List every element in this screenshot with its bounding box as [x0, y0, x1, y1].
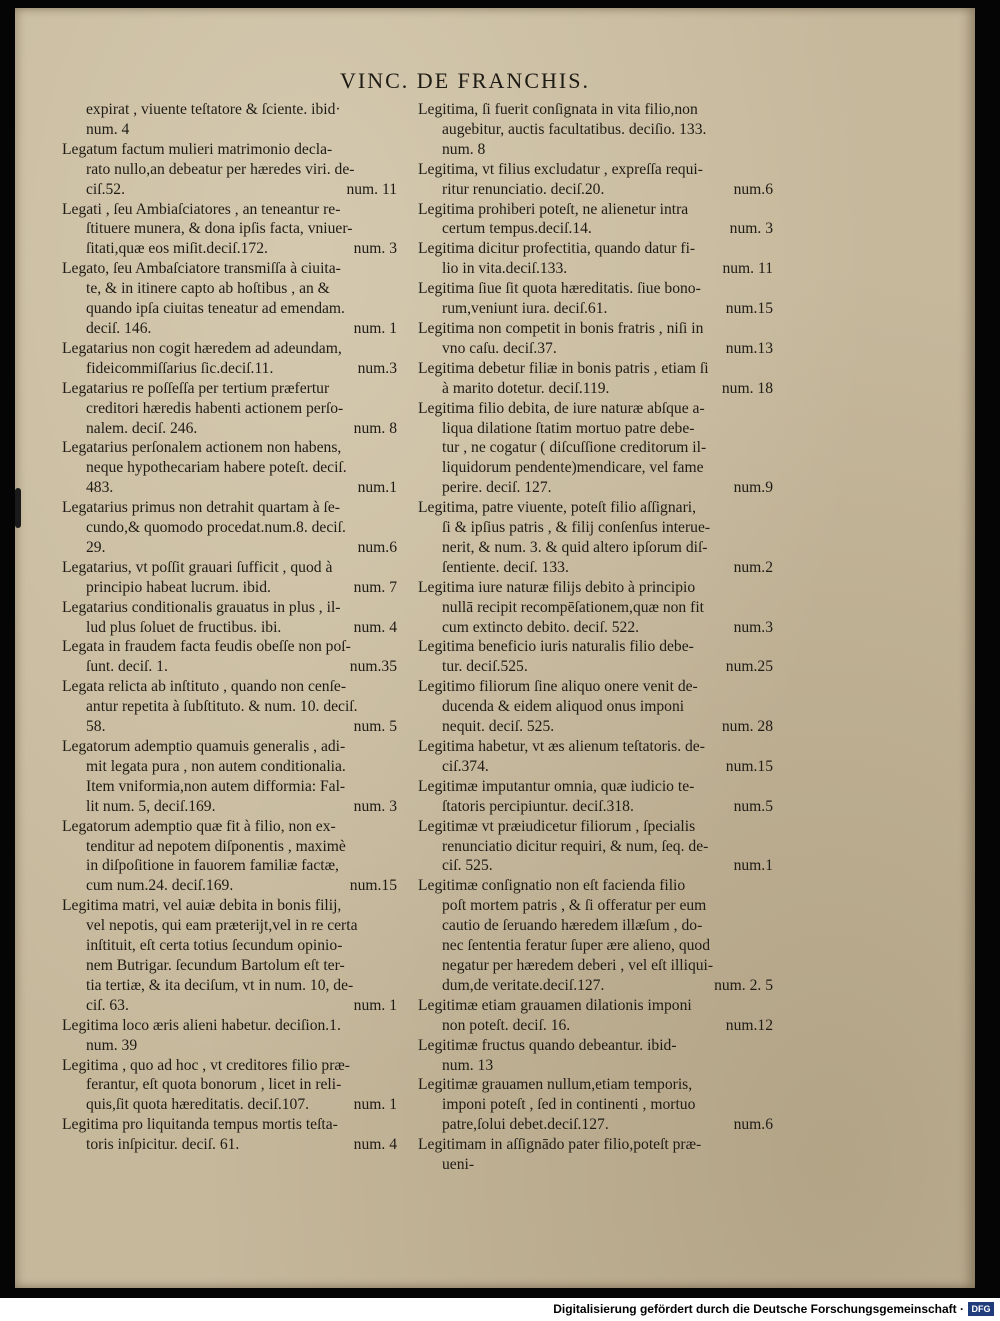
entry-line: [62, 737, 397, 757]
entry-reference-number: num.6: [733, 1116, 773, 1134]
index-entry: [62, 1056, 397, 1116]
index-entry: [62, 637, 397, 677]
entry-text: rato nullo,an debeatur per hæredes viri. de-: [86, 160, 355, 178]
entry-line: [418, 299, 773, 319]
entry-line: [418, 1016, 773, 1036]
entry-reference-number: num. 3: [353, 797, 397, 815]
entry-line: [62, 1036, 397, 1056]
entry-text: ciſ.52.: [86, 180, 125, 198]
entry-line: [418, 657, 773, 677]
entry-line: [62, 140, 397, 160]
entry-text: vno caſu. deciſ.37.: [442, 339, 557, 357]
entry-line: [418, 916, 773, 936]
index-entry: [62, 737, 397, 817]
entry-text: Legitima matri, vel auiæ debita in bonis filij,: [62, 897, 342, 915]
entry-text: Legitima , quo ad hoc , vt creditores filio præ-: [62, 1056, 350, 1074]
entry-line: [62, 239, 397, 259]
entry-reference-number: num.1: [357, 479, 397, 497]
entry-line: [62, 856, 397, 876]
entry-line: [418, 737, 773, 757]
index-entry: [62, 140, 397, 200]
entry-text: Legitimæ vt præiudicetur filiorum , ſpecialis: [418, 817, 696, 835]
entry-text: ciſ. 63.: [86, 996, 129, 1014]
entry-reference-number: num. 3: [729, 220, 773, 238]
entry-text: Legatarius non cogit hæredem ad adeundam,: [62, 339, 342, 357]
entry-text: num. 39: [86, 1036, 138, 1054]
entry-line: [62, 797, 397, 817]
index-entry: [62, 558, 397, 598]
index-entry: [62, 498, 397, 558]
entry-reference-number: num.35: [349, 658, 397, 676]
entry-text: Legitima, vt filius excludatur , expreſſa requi-: [418, 160, 703, 178]
entry-line: [62, 518, 397, 538]
entry-line: [62, 419, 397, 439]
index-entry: [418, 239, 773, 279]
entry-line: [418, 996, 773, 1016]
entry-text: creditori hæredis habenti actionem perſo-: [86, 399, 344, 417]
entry-text: Legatum factum mulieri matrimonio decla-: [62, 140, 333, 158]
entry-line: [418, 777, 773, 797]
entry-line: [418, 359, 773, 379]
entry-line: [418, 618, 773, 638]
entry-line: [62, 1135, 397, 1155]
entry-line: [418, 817, 773, 837]
entry-reference-number: num. 11: [346, 180, 397, 198]
index-entry: [418, 637, 773, 677]
entry-line: [62, 757, 397, 777]
entry-text: liquidorum pendente)mendicare, vel fame: [442, 459, 704, 477]
index-entry: [418, 160, 773, 200]
entry-line: [62, 1016, 397, 1036]
entry-line: [62, 458, 397, 478]
entry-text: lud plus ſoluet de fructibus. ibi.: [86, 618, 282, 636]
entry-line: [418, 518, 773, 538]
entry-line: [62, 578, 397, 598]
entry-text: Legitima filio debita, de iure naturæ abſque a-: [418, 399, 705, 417]
entry-reference-number: num.9: [733, 479, 773, 497]
entry-reference-number: num. 11: [722, 260, 773, 278]
entry-line: [62, 936, 397, 956]
entry-reference-number: num. 8: [353, 419, 397, 437]
entry-reference-number: num.5: [733, 797, 773, 815]
entry-text: Legitimo filiorum ſine aliquo onere venit de-: [418, 678, 698, 696]
entry-line: [418, 140, 773, 160]
entry-text: Legitimæ imputantur omnia, quæ iudicio te-: [418, 777, 695, 795]
entry-text: certum tempus.deciſ.14.: [442, 220, 592, 238]
entry-line: [418, 876, 773, 896]
entry-reference-number: num.6: [357, 538, 397, 556]
entry-text: cum extincto debito. deciſ. 522.: [442, 618, 640, 636]
entry-text: Legitima prohiberi poteſt, ne alienetur intra: [418, 200, 689, 218]
index-entry: [62, 817, 397, 897]
entry-text: Legatarius conditionalis grauatus in plus , il-: [62, 598, 341, 616]
entry-text: nequit. deciſ. 525.: [442, 718, 555, 736]
entry-line: [418, 717, 773, 737]
entry-line: [418, 1155, 773, 1175]
entry-text: nem Butrigar. ſecundum Bartolum eſt ter-: [86, 956, 345, 974]
index-entry: [418, 1036, 773, 1076]
index-entry: [418, 319, 773, 359]
entry-line: [418, 976, 773, 996]
entry-line: [62, 717, 397, 737]
entry-text: ſentiente. deciſ. 133.: [442, 558, 569, 576]
entry-reference-number: num. 18: [721, 379, 773, 397]
entry-text: 58.: [86, 718, 106, 736]
entry-text: Legati , ſeu Ambiaſciatores , an teneantur re-: [62, 200, 341, 218]
entry-line: [62, 697, 397, 717]
index-entry: [62, 438, 397, 498]
entry-line: [62, 498, 397, 518]
entry-text: augebitur, auctis facultatibus. deciſio. 133.: [442, 120, 707, 138]
entry-text: nullā recipit recompēſationem,quæ non fit: [442, 598, 704, 616]
entry-text: Legatarius, vt poſſit grauari ſufficit , quod à: [62, 558, 333, 576]
entry-text: patre,ſolui debet.deciſ.127.: [442, 1116, 609, 1134]
index-entry: [418, 677, 773, 737]
entry-text: Legitima beneficio iuris naturalis filio debe-: [418, 638, 694, 656]
entry-line: [62, 996, 397, 1016]
index-entry: [62, 339, 397, 379]
index-entry: [418, 876, 773, 995]
entry-text: non poteſt. deciſ. 16.: [442, 1016, 571, 1034]
entry-text: Legitimam in aſſignādo pater filio,poteſt præ-: [418, 1136, 702, 1154]
footer-bar: [0, 1298, 1000, 1321]
index-entry: [418, 200, 773, 240]
entry-line: [418, 478, 773, 498]
index-entry: [418, 498, 773, 578]
index-entry: [418, 737, 773, 777]
entry-line: [418, 896, 773, 916]
entry-reference-number: num. 3: [353, 240, 397, 258]
entry-text: tur. deciſ.525.: [442, 658, 528, 676]
index-entry: [62, 1115, 397, 1155]
entry-text: Legatarius re poſſeſſa per tertium præfertur: [62, 379, 330, 397]
entry-line: [62, 279, 397, 299]
entry-text: renunciatio dicitur requiri, & num, ſeq. de-: [442, 837, 709, 855]
entry-text: inſtituit, eſt certa totius ſecundum opinio-: [86, 937, 343, 955]
index-entry: [62, 1016, 397, 1056]
entry-line: [418, 239, 773, 259]
funding-credit: Digitalisierung gefördert durch die Deutsche Forschungsgemeinschaft ·: [553, 1302, 964, 1316]
entry-text: ducenda & eidem aliquod onus imponi: [442, 698, 685, 716]
entry-line: [418, 160, 773, 180]
entry-line: [418, 498, 773, 518]
entry-text: ſitati,quæ eos miſit.deciſ.172.: [86, 240, 268, 258]
entry-text: Legitimæ etiam grauamen dilationis imponi: [418, 996, 692, 1014]
entry-text: Legato, ſeu Ambaſciatore transmiſſa à ciuita-: [62, 260, 341, 278]
entry-line: [418, 259, 773, 279]
entry-reference-number: num.1: [733, 857, 773, 875]
entry-text: poſt mortem patris , & ſi offeratur per eum: [442, 897, 707, 915]
entry-line: [62, 876, 397, 896]
entry-line: [418, 797, 773, 817]
entry-text: neque hypothecariam habere poteſt. deciſ.: [86, 459, 347, 477]
entry-text: à marito dotetur. deciſ.119.: [442, 379, 610, 397]
entry-text: lit num. 5, deciſ.169.: [86, 797, 216, 815]
running-head: VINC. DE FRANCHIS.: [340, 68, 590, 93]
index-entry: [62, 379, 397, 439]
entry-text: ciſ.374.: [442, 757, 489, 775]
entry-line: [62, 896, 397, 916]
entry-line: [418, 279, 773, 299]
entry-text: tur , ne cogatur ( diſcuſſione creditorum il-: [442, 439, 707, 457]
entry-text: Legatorum ademptio quæ fit à filio, non ex-: [62, 817, 336, 835]
entry-text: Legata relicta ab inſtituto , quando non cenſe-: [62, 678, 347, 696]
entry-reference-number: num. 1: [353, 319, 397, 337]
entry-text: Legitima, ſi fuerit conſignata in vita filio,non: [418, 101, 698, 118]
entry-reference-number: num.15: [725, 300, 773, 318]
entry-text: toris inſpicitur. deciſ. 61.: [86, 1136, 240, 1154]
entry-line: [418, 1115, 773, 1135]
entry-text: tia tertiæ, & ita deciſum, vt in num. 10, de-: [86, 976, 354, 994]
entry-text: te, & in itinere capto ab hoſtibus , an &: [86, 280, 330, 298]
entry-text: perire. deciſ. 127.: [442, 479, 552, 497]
entry-text: nec ſententia feratur ſuper ære alieno, quod: [442, 937, 711, 955]
entry-text: fideicommiſſarius ſic.deciſ.11.: [86, 359, 274, 377]
entry-line: [418, 438, 773, 458]
entry-text: liqua dilatione ſtatim mortuo patre debe-: [442, 419, 695, 437]
entry-line: [418, 697, 773, 717]
entry-line: [418, 339, 773, 359]
entry-line: [62, 777, 397, 797]
entry-line: [62, 956, 397, 976]
entry-line: [62, 657, 397, 677]
entry-line: [418, 458, 773, 478]
entry-text: ſi & ipſius patris , & filij conſenſus interue-: [442, 519, 711, 537]
entry-text: Legitima debetur filiæ in bonis patris , etiam ſi: [418, 359, 709, 377]
entry-line: [62, 219, 397, 239]
entry-line: [62, 339, 397, 359]
index-column-right: [418, 100, 773, 1175]
index-entry: [418, 100, 773, 160]
entry-text: dum,de veritate.deciſ.127.: [442, 976, 605, 994]
entry-text: Legitima pro liquitanda tempus mortis teſta-: [62, 1116, 338, 1134]
index-entry: [418, 359, 773, 399]
entry-reference-number: num.12: [725, 1016, 773, 1034]
entry-reference-number: num. 4: [353, 1136, 397, 1154]
entry-text: Legitimæ conſignatio non eſt facienda filio: [418, 877, 686, 895]
entry-line: [418, 837, 773, 857]
entry-text: Legatarius perſonalem actionem non habens,: [62, 439, 342, 457]
entry-text: num. 13: [442, 1056, 494, 1074]
entry-text: ritur renunciatio. deciſ.20.: [442, 180, 605, 198]
entry-reference-number: num.15: [725, 757, 773, 775]
entry-reference-number: num. 4: [353, 618, 397, 636]
entry-line: [62, 558, 397, 578]
index-entry: [418, 996, 773, 1036]
entry-text: Legata in fraudem facta feudis obeſſe non poſ-: [62, 638, 351, 656]
index-column-left: [62, 100, 397, 1155]
index-entry: [418, 817, 773, 877]
entry-line: [62, 1075, 397, 1095]
entry-text: ſtituere munera, & dona ipſis facta, vniuer-: [86, 220, 353, 238]
entry-text: cum num.24. deciſ.169.: [86, 877, 234, 895]
entry-line: [418, 538, 773, 558]
entry-text: Legitima, patre viuente, poteſt filio aſſignari,: [418, 499, 696, 517]
entry-line: [418, 1056, 773, 1076]
index-entry: [418, 1135, 773, 1175]
entry-line: [418, 856, 773, 876]
entry-text: mit legata pura , non autem conditionalia.: [86, 757, 346, 775]
entry-line: [62, 180, 397, 200]
entry-reference-number: num. 2. 5: [714, 976, 773, 994]
index-entry: [62, 896, 397, 1015]
entry-text: expirat , viuente teſtatore & ſciente. ibid·: [86, 101, 341, 118]
index-entry: [62, 598, 397, 638]
index-entry: [418, 279, 773, 319]
entry-text: lio in vita.deciſ.133.: [442, 260, 568, 278]
entry-line: [418, 100, 773, 120]
entry-line: [418, 1036, 773, 1056]
entry-line: [62, 538, 397, 558]
entry-line: [62, 637, 397, 657]
entry-text: Legitimæ fructus quando debeantur. ibid-: [418, 1036, 677, 1054]
index-entry: [62, 677, 397, 737]
entry-line: [418, 399, 773, 419]
entry-line: [418, 936, 773, 956]
entry-line: [62, 598, 397, 618]
entry-line: [418, 956, 773, 976]
entry-line: [62, 618, 397, 638]
index-entry: [418, 777, 773, 817]
entry-line: [62, 677, 397, 697]
entry-line: [62, 100, 397, 120]
entry-line: [418, 180, 773, 200]
entry-reference-number: num.6: [733, 180, 773, 198]
entry-text: Item vniformia,non autem difformia: Fal-: [86, 777, 346, 795]
entry-reference-number: num. 1: [353, 996, 397, 1014]
entry-line: [62, 120, 397, 140]
entry-text: ueni-: [442, 1156, 475, 1174]
entry-line: [62, 916, 397, 936]
index-entry: [418, 1075, 773, 1135]
entry-text: in diſpoſitione in fauorem familiæ factæ,: [86, 857, 339, 875]
entry-text: Legatarius primus non detrahit quartam à ſe-: [62, 499, 340, 517]
entry-line: [62, 359, 397, 379]
entry-text: Legitima ſiue ſit quota hæreditatis. ſiue bono-: [418, 280, 701, 298]
entry-line: [418, 319, 773, 339]
entry-text: deciſ. 146.: [86, 319, 152, 337]
entry-text: quando ipſa ciuitas teneatur ad emendam.: [86, 300, 345, 318]
index-entry: [62, 259, 397, 339]
entry-text: ſunt. deciſ. 1.: [86, 658, 168, 676]
entry-reference-number: num.3: [357, 359, 397, 377]
entry-reference-number: num. 28: [721, 718, 773, 736]
entry-line: [62, 379, 397, 399]
entry-text: quis,ſit quota hæreditatis. deciſ.107.: [86, 1096, 310, 1114]
entry-line: [418, 578, 773, 598]
index-entry: [62, 200, 397, 260]
entry-text: principio habeat lucrum. ibid.: [86, 578, 271, 596]
entry-text: rum,veniunt iura. deciſ.61.: [442, 300, 608, 318]
entry-line: [418, 598, 773, 618]
entry-text: negatur per hæredem deberi , vel eſt illiqui-: [442, 956, 714, 974]
entry-line: [62, 817, 397, 837]
entry-line: [62, 478, 397, 498]
entry-reference-number: num.2: [733, 558, 773, 576]
entry-text: ciſ. 525.: [442, 857, 493, 875]
entry-text: Legitima habetur, vt æs alienum teſtatoris. de-: [418, 738, 705, 755]
entry-line: [418, 219, 773, 239]
entry-line: [418, 200, 773, 220]
entry-line: [418, 1135, 773, 1155]
entry-line: [62, 837, 397, 857]
entry-text: 483.: [86, 479, 114, 497]
entry-text: Legitima iure naturæ filijs debito à principio: [418, 578, 696, 596]
index-entry: [418, 578, 773, 638]
entry-text: nerit, & num. 3. & quid altero ipſorum diſ-: [442, 538, 708, 556]
entry-text: Legitima non competit in bonis fratris , niſi in: [418, 319, 704, 337]
entry-line: [418, 637, 773, 657]
entry-line: [418, 757, 773, 777]
entry-line: [418, 558, 773, 578]
entry-text: Legitimæ grauamen nullum,etiam temporis,: [418, 1076, 693, 1094]
entry-line: [418, 120, 773, 140]
entry-line: [418, 379, 773, 399]
entry-text: tenditur ad nepotem diſponentis , maximè: [86, 837, 346, 855]
entry-line: [62, 259, 397, 279]
entry-line: [418, 677, 773, 697]
entry-text: nalem. deciſ. 246.: [86, 419, 198, 437]
entry-line: [62, 1115, 397, 1135]
entry-reference-number: num. 5: [353, 718, 397, 736]
entry-reference-number: num.25: [725, 658, 773, 676]
entry-text: 29.: [86, 538, 106, 556]
index-entry: [418, 399, 773, 499]
entry-text: num. 8: [442, 140, 486, 158]
entry-reference-number: num.3: [733, 618, 773, 636]
entry-text: ſtatoris percipiuntur. deciſ.318.: [442, 797, 634, 815]
entry-line: [418, 419, 773, 439]
entry-line: [418, 1075, 773, 1095]
entry-line: [62, 399, 397, 419]
entry-line: [62, 438, 397, 458]
entry-line: [62, 319, 397, 339]
entry-text: ferantur, eſt quota bonorum , licet in reli-: [86, 1076, 342, 1094]
entry-line: [62, 1095, 397, 1115]
entry-text: imponi poteſt , ſed in continenti , mortuo: [442, 1096, 696, 1114]
entry-line: [62, 200, 397, 220]
entry-reference-number: num. 7: [353, 578, 397, 596]
entry-text: cautio de ſeruando hæredem illæſum , do-: [442, 917, 703, 935]
index-entry: [62, 100, 397, 140]
entry-reference-number: num.13: [725, 339, 773, 357]
binding-mark: [15, 488, 21, 528]
entry-reference-number: num.15: [349, 877, 397, 895]
entry-line: [62, 976, 397, 996]
entry-reference-number: num. 1: [353, 1096, 397, 1114]
entry-line: [418, 1095, 773, 1115]
dfg-logo-icon: DFG: [968, 1302, 994, 1316]
entry-text: antur repetita à ſubſtituto. & num. 10. deciſ.: [86, 698, 358, 716]
entry-text: num. 4: [86, 120, 130, 138]
entry-text: Legitima loco æris alieni habetur. deciſion.1.: [62, 1016, 341, 1034]
entry-text: cundo,& quomodo procedat.num.8. deciſ.: [86, 519, 346, 537]
entry-text: Legitima dicitur profectitia, quando datur fi-: [418, 240, 696, 258]
entry-line: [62, 160, 397, 180]
entry-line: [62, 299, 397, 319]
entry-line: [62, 1056, 397, 1076]
entry-text: vel nepotis, qui eam præterijt,vel in re certa: [86, 917, 358, 935]
entry-text: Legatorum ademptio quamuis generalis , adi-: [62, 738, 346, 755]
